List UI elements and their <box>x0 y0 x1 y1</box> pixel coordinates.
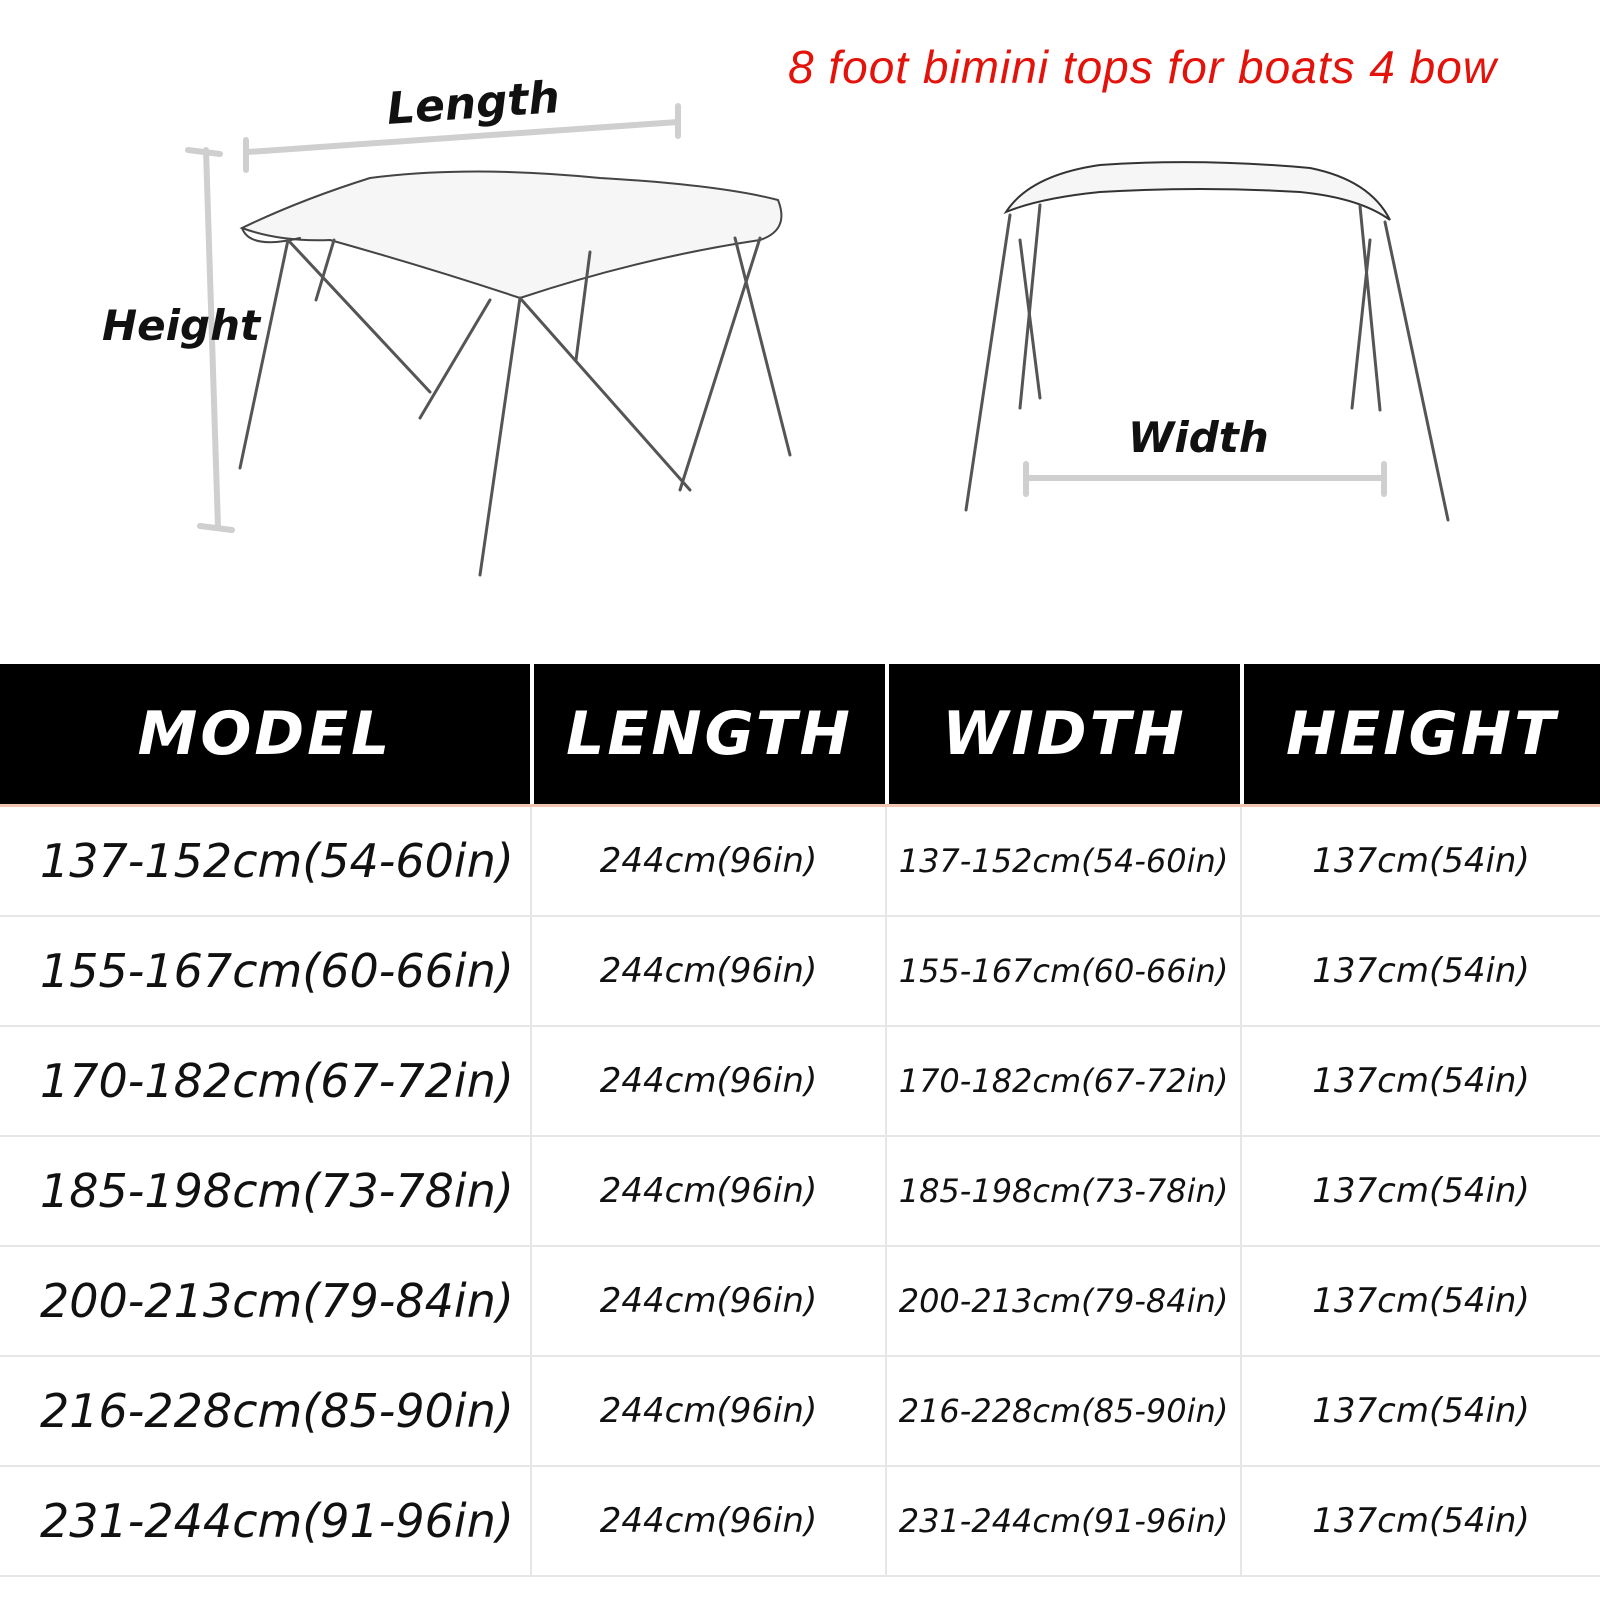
table-header-row <box>0 664 1600 804</box>
cell-width: 231-244cm(91-96in) <box>885 1467 1240 1575</box>
cell-height: 137cm(54in) <box>1240 1027 1600 1135</box>
table-row <box>0 1137 1600 1247</box>
front-view-illustration <box>966 162 1448 520</box>
cell-height: 137cm(54in) <box>1240 917 1600 1025</box>
header-width: WIDTH <box>885 664 1240 804</box>
header-height: HEIGHT <box>1240 664 1600 804</box>
table-row <box>0 917 1600 1027</box>
cell-width: 200-213cm(79-84in) <box>885 1247 1240 1355</box>
cell-length: 244cm(96in) <box>530 807 885 915</box>
table-body <box>0 804 1600 1577</box>
cell-width: 185-198cm(73-78in) <box>885 1137 1240 1245</box>
header-length: LENGTH <box>530 664 885 804</box>
cell-length: 244cm(96in) <box>530 1357 885 1465</box>
cell-width: 155-167cm(60-66in) <box>885 917 1240 1025</box>
cell-width: 216-228cm(85-90in) <box>885 1357 1240 1465</box>
cell-height: 137cm(54in) <box>1240 1137 1600 1245</box>
width-label: Width <box>1128 413 1269 462</box>
cell-width: 170-182cm(67-72in) <box>885 1027 1240 1135</box>
cell-model: 216-228cm(85-90in) <box>40 1384 514 1438</box>
cell-width: 137-152cm(54-60in) <box>885 807 1240 915</box>
cell-model: 200-213cm(79-84in) <box>40 1274 514 1328</box>
height-label: Height <box>102 301 261 350</box>
cell-model: 155-167cm(60-66in) <box>40 944 514 998</box>
cell-model: 170-182cm(67-72in) <box>40 1054 514 1108</box>
size-table <box>0 664 1600 1564</box>
cell-height: 137cm(54in) <box>1240 1357 1600 1465</box>
cell-length: 244cm(96in) <box>530 1027 885 1135</box>
cell-model: 231-244cm(91-96in) <box>40 1494 514 1548</box>
cell-height: 137cm(54in) <box>1240 1467 1600 1575</box>
cell-length: 244cm(96in) <box>530 917 885 1025</box>
length-label: Length <box>385 72 562 135</box>
cell-length: 244cm(96in) <box>530 1467 885 1575</box>
canopy-front <box>1006 162 1390 220</box>
table-row <box>0 807 1600 917</box>
product-title: 8 foot bimini tops for boats 4 bow <box>788 41 1498 93</box>
table-row <box>0 1357 1600 1467</box>
cell-model: 185-198cm(73-78in) <box>40 1164 514 1218</box>
table-row <box>0 1247 1600 1357</box>
cell-length: 244cm(96in) <box>530 1247 885 1355</box>
table-row <box>0 1467 1600 1577</box>
cell-model: 137-152cm(54-60in) <box>40 834 514 888</box>
header-model: MODEL <box>0 664 530 804</box>
side-view-illustration <box>188 106 790 575</box>
bimini-diagram <box>0 0 1600 640</box>
table-row <box>0 1027 1600 1137</box>
cell-height: 137cm(54in) <box>1240 807 1600 915</box>
cell-height: 137cm(54in) <box>1240 1247 1600 1355</box>
cell-length: 244cm(96in) <box>530 1137 885 1245</box>
